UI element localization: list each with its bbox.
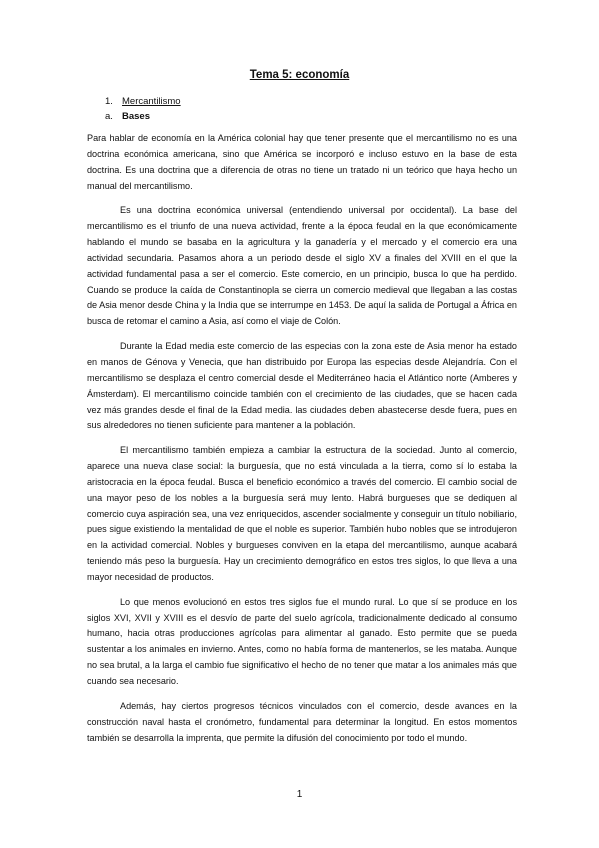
page-number: 1	[296, 789, 303, 800]
document-body	[87, 131, 517, 755]
outline-text: Bases	[122, 111, 150, 122]
paragraph: Es una doctrina económica universal (entendiendo universal por occidental). La base del mercantilismo es el triunfo de una nueva actividad, frente a la época feudal en la que económicamente hablando el mundo se basaba en la agricultura y la ganadería y el mercado y el comercio era una actividad secundaria. Pasamos ahora a un periodo desde el siglo XV a finales del XVIII en el que la actividad fundamental pasa a ser el comercio. Este comercio, en un principio, busca lo que ha perdido. Cuando se produce la caída de Constantinopla se cierra un comercio medieval que llegaban a las costas de Asia menor desde China y la India que se interrumpe en 1453. De aquí la salida de Portugal a África en busca de retomar el camino a Asia, así como el viaje de Colón.	[87, 205, 517, 327]
outline-item-mercantilismo	[105, 96, 181, 107]
outline-marker: 1.	[105, 96, 113, 107]
document-title: Tema 5: economía	[249, 69, 350, 81]
outline-text: Mercantilismo	[122, 96, 181, 107]
paragraph: Además, hay ciertos progresos técnicos vinculados con el comercio, desde avances en la construcción naval hasta el cronómetro, fundamental para determinar la longitud. En estos momentos también se desarrolla la imprenta, que permite la difusión del conocimiento por todo el mundo.	[87, 700, 517, 743]
outline-marker: a.	[105, 111, 113, 122]
paragraph: Durante la Edad media este comercio de las especias con la zona este de Asia menor ha estado en manos de Génova y Venecia, que han distribuido por Europa las especias desde Alejandría. Con el mercantilismo se desplaza el centro comercial desde el Mediterráneo hacia el Atlántico norte (Amberes y Ámsterdam). El mercantilismo coincide también con el crecimiento de las ciudades, que se hacen cada vez más grandes desde el final de la Edad media. las ciudades deben abastecerse desde fuera, pues en sus alrededores no tienen suficiente para mantener a la población.	[87, 341, 517, 431]
paragraph: Lo que menos evolucionó en estos tres siglos fue el mundo rural. Lo que sí se produce en los siglos XVI, XVII y XVIII es el desvío de parte del suelo agrícola, tradicionalmente dedicado al consumo humano, hacia otras producciones agrícolas para alimentar al ganado. Esto permite que se pueda sustentar a los animales en invierno. Antes, como no había forma de mantenerlos, se les mataba. Aunque no sea brutal, a la larga el cambio fue significativo el hecho de no tener que matar a los animales más que cuando sea necesario.	[87, 596, 517, 686]
outline-item-bases	[105, 111, 150, 122]
paragraph: Para hablar de economía en la América colonial hay que tener presente que el mercantilismo no es una doctrina económica americana, sino que América se incorporó e incluso estuvo en la base de esta doctrina. Es una doctrina que a diferencia de otras no tiene un tratado ni un teórico que haya hecho un manual del mercantilismo.	[87, 133, 517, 191]
paragraph: El mercantilismo también empieza a cambiar la estructura de la sociedad. Junto al comercio, aparece una nueva clase social: la burguesía, que no está vinculada a la tierra, como sí lo estaba la aristocracia en la época feudal. Busca el beneficio económico a través del comercio. El cambio social de una mayor peso de los nobles a la burguesía será muy lento. Habrá burgueses que se dediquen al comercio cuya aspiración sea, una vez enriquecidos, ascender socialmente y conseguir un título nobiliario, pues sigue existiendo la mentalidad de que el noble es superior. También hubo nobles que se introdujeron en la actividad comercial. Nobles y burgueses conviven en la etapa del mercantilismo, aunque acabará teniendo más peso la burguesía. Hay un crecimiento demográfico en estos tres siglos, lo que lleva a una mayor necesidad de productos.	[87, 445, 517, 582]
